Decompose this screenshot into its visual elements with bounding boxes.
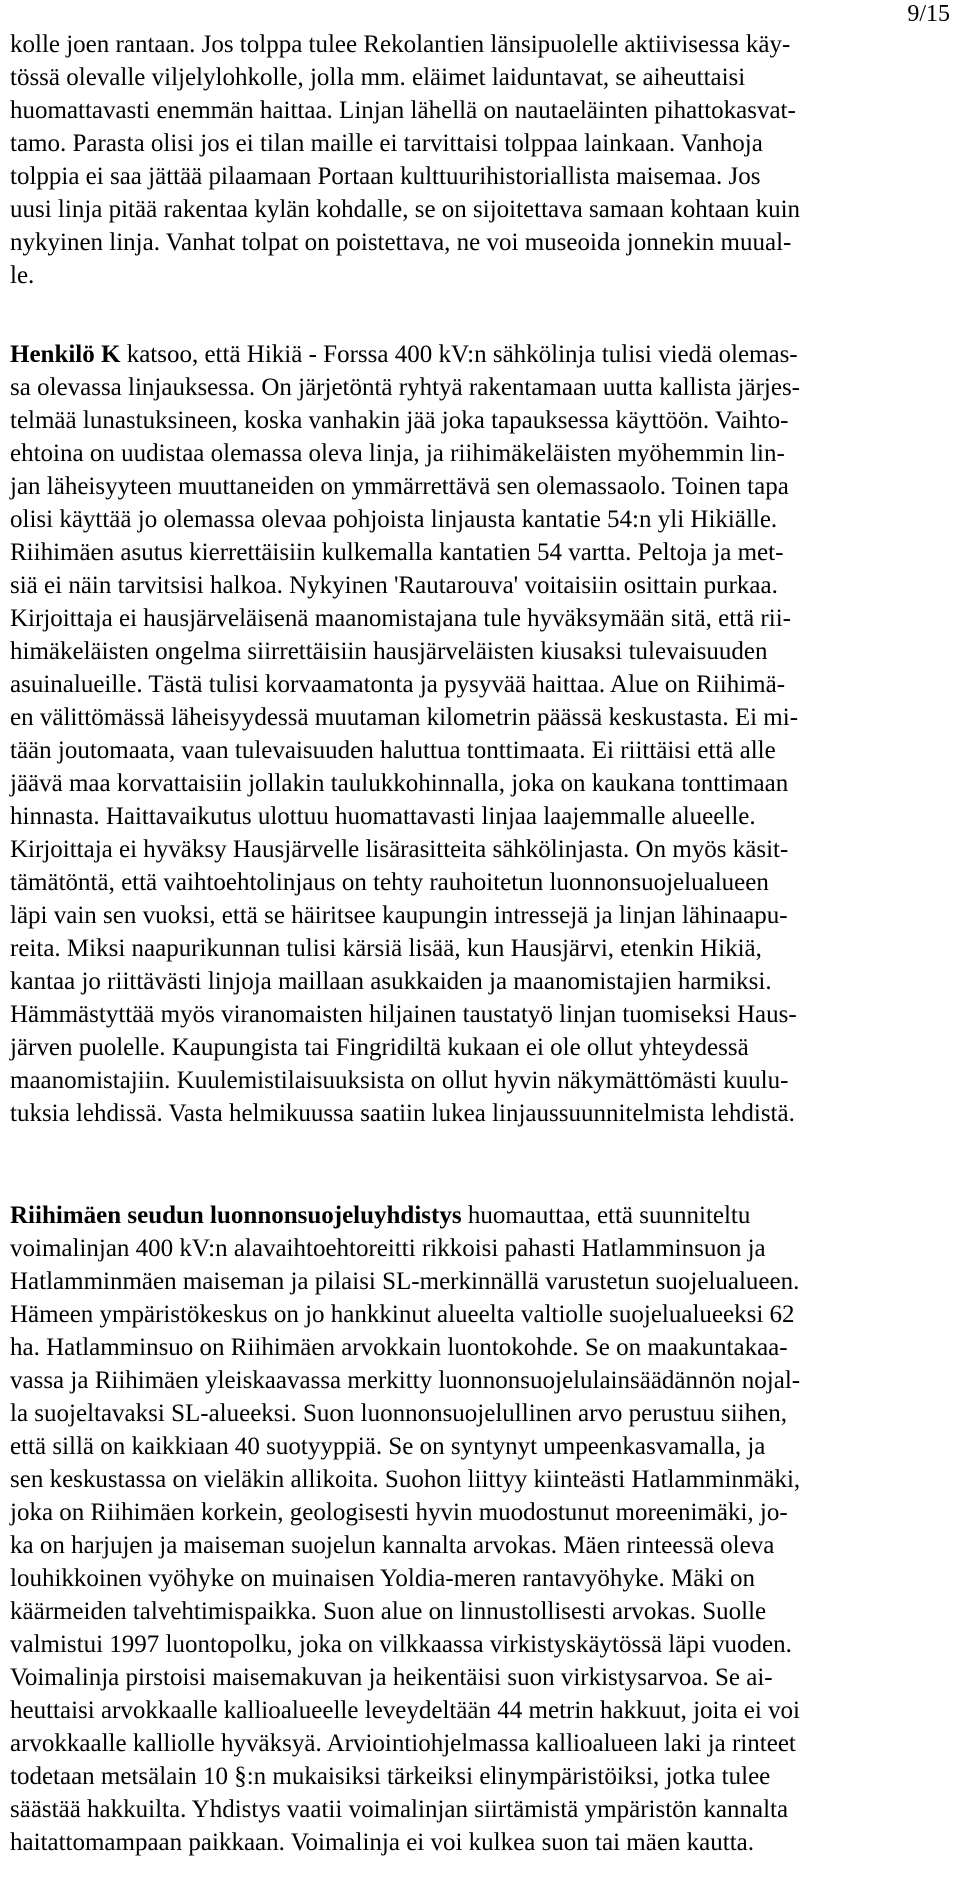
text-line: järven puolelle. Kaupungista tai Fingridiltä kukaan ei ole ollut yhteydessä (10, 1034, 749, 1061)
text-line: jan läheisyyteen muuttaneiden on ymmärrettävä sen olemassaolo. Toinen tapa (10, 473, 789, 500)
text-line: huomattavasti enemmän haittaa. Linjan lähellä on nautaeläinten pihattokasvat- (10, 97, 796, 124)
text-line: vassa ja Riihimäen yleiskaavassa merkitty luonnonsuojelulainsäädännön nojal- (10, 1367, 801, 1394)
text-line: tään joutomaata, vaan tulevaisuuden haluttua tonttimaata. Ei riittäisi että alle (10, 737, 776, 764)
text-line: valmistui 1997 luontopolku, joka on vilkkaassa virkistyskäytössä läpi vuoden. (10, 1631, 792, 1658)
text-line: läpi vain sen vuoksi, että se häiritsee kaupungin intressejä ja linjan lähinaapu- (10, 902, 788, 929)
text-line: joka on Riihimäen korkein, geologisesti hyvin muodostunut moreenimäki, jo- (10, 1499, 788, 1526)
text-line: himäkeläisten ongelma siirrettäisiin hausjärveläisten kiusaksi tulevaisuuden (10, 638, 768, 665)
text-line: louhikkoinen vyöhyke on muinaisen Yoldia-meren rantavyöhyke. Mäki on (10, 1565, 756, 1592)
text-line: tamo. Parasta olisi jos ei tilan maille ei tarvittaisi tolppaa lainkaan. Vanhoja (10, 130, 763, 157)
text-line: Hämeen ympäristökeskus on jo hankkinut alueelta valtiolle suojelualueeksi 62 (10, 1301, 795, 1328)
text-line: telmää lunastuksineen, koska vanhakin jää joka tapauksessa käyttöön. Vaihto- (10, 407, 789, 434)
first-line-rest: huomauttaa, että suunniteltu (461, 1202, 751, 1229)
text-line: kantaa jo riittävästi linjoja maillaan asukkaiden ja maanomistajien harmiksi. (10, 968, 772, 995)
text-line: sa olevassa linjauksessa. On järjetöntä ryhtyä rakentamaan uutta kallista järjes- (10, 374, 801, 401)
text-line: ehtoina on uudistaa olemassa oleva linja, ja riihimäkeläisten myöhemmin lin- (10, 440, 785, 467)
text-line: haitattomampaan paikkaan. Voimalinja ei voi kulkea suon tai mäen kautta. (10, 1829, 755, 1856)
text-line: jäävä maa korvattaisiin jollakin taulukkohinnalla, joka on kaukana tonttimaan (10, 770, 789, 797)
first-line-rest: katsoo, että Hikiä - Forssa 400 kV:n sähkölinja tulisi viedä olemas- (120, 341, 798, 368)
text-line: Kirjoittaja ei hausjärveläisenä maanomistajana tule hyväksymään sitä, että rii- (10, 605, 791, 632)
page-number: 9/15 (907, 1, 950, 27)
text-line: Riihimäen asutus kierrettäisiin kulkemalla kantatien 54 vartta. Peltoja ja met- (10, 539, 784, 566)
text-line: että sillä on kaikkiaan 40 suotyyppiä. Se on syntynyt umpeenkasvamalla, ja (10, 1433, 766, 1460)
text-line: ka on harjujen ja maiseman suojelun kannalta arvokas. Mäen rinteessä oleva (10, 1532, 775, 1559)
text-line: Voimalinja pirstoisi maisemakuvan ja heikentäisi suon virkistysarvoa. Se ai- (10, 1664, 773, 1691)
paragraph-2 (10, 338, 952, 1130)
bold-lead: Henkilö K (10, 341, 121, 368)
text-line: Hämmästyttää myös viranomaisten hiljainen taustatyö linjan tuomiseksi Haus- (10, 1001, 797, 1028)
text-line: tolppia ei saa jättää pilaamaan Portaan kulttuurihistoriallista maisemaa. Jos (10, 163, 761, 190)
text-line: käärmeiden talvehtimispaikka. Suon alue on linnustollisesti arvokas. Suolle (10, 1598, 767, 1625)
text-line: heuttaisi arvokkaalle kallioalueelle leveydeltään 44 metrin hakkuut, joita ei voi (10, 1697, 801, 1724)
text-line: voimalinjan 400 kV:n alavaihtoehtoreitti rikkoisi pahasti Hatlamminsuon ja (10, 1235, 766, 1262)
text-line: säästää hakkuilta. Yhdistys vaatii voimalinjan siirtämistä ympäristön kannalta (10, 1796, 789, 1823)
text-line: en välittömässä läheisyydessä muutaman kilometrin päässä keskustasta. Ei mi- (10, 704, 799, 731)
text-line: kolle joen rantaan. Jos tolppa tulee Rekolantien länsipuolelle aktiivisessa käy- (10, 31, 791, 58)
text-line: arvokkaalle kalliolle hyväksyä. Arviointiohjelmassa kallioalueen laki ja rinteet (10, 1730, 796, 1757)
text-line: olisi käyttää jo olemassa olevaa pohjoista linjausta kantatie 54:n yli Hikiälle. (10, 506, 778, 533)
paragraph-3 (10, 1199, 952, 1859)
text-line: hinnasta. Haittavaikutus ulottuu huomattavasti linjaa laajemmalle alueelle. (10, 803, 756, 830)
bold-lead: Riihimäen seudun luonnonsuojeluyhdistys (10, 1202, 462, 1229)
text-line (10, 338, 952, 371)
text-line: ha. Hatlamminsuo on Riihimäen arvokkain luontokohde. Se on maakuntakaa- (10, 1334, 788, 1361)
text-line: siä ei näin tarvitsisi halkoa. Nykyinen 'Rautarouva' voitaisiin osittain purkaa. (10, 572, 778, 599)
text-line: reita. Miksi naapurikunnan tulisi kärsiä lisää, kun Hausjärvi, etenkin Hikiä, (10, 935, 762, 962)
paragraph-1 (10, 28, 952, 292)
text-line: nykyinen linja. Vanhat tolpat on poistettava, ne voi museoida jonnekin muual- (10, 229, 792, 256)
text-line: asuinalueille. Tästä tulisi korvaamatonta ja pysyvää haittaa. Alue on Riihimä- (10, 671, 786, 698)
text-line: tuksia lehdissä. Vasta helmikuussa saatiin lukea linjaussuunnitelmista lehdistä. (10, 1100, 795, 1127)
text-line: uusi linja pitää rakentaa kylän kohdalle, se on sijoitettava samaan kohtaan kuin (10, 196, 801, 223)
text-line: sen keskustassa on vieläkin allikoita. Suohon liittyy kiinteästi Hatlamminmäki, (10, 1466, 801, 1493)
text-line: maanomistajiin. Kuulemistilaisuuksista on ollut hyvin näkymättömästi kuulu- (10, 1067, 789, 1094)
text-line: la suojeltavaksi SL-alueeksi. Suon luonnonsuojelullinen arvo perustuu siihen, (10, 1400, 787, 1427)
text-line: Kirjoittaja ei hyväksy Hausjärvelle lisärasitteita sähkölinjasta. On myös käsit- (10, 836, 789, 863)
text-line: todetaan metsälain 10 §:n mukaisiksi tärkeiksi elinympäristöiksi, jotka tulee (10, 1763, 771, 1790)
text-line: tämätöntä, että vaihtoehtolinjaus on tehty rauhoitetun luonnonsuojelualueen (10, 869, 769, 896)
text-line: tössä olevalle viljelylohkolle, jolla mm. eläimet laiduntavat, se aiheuttaisi (10, 64, 746, 91)
text-line: le. (10, 262, 35, 289)
text-line: Hatlamminmäen maiseman ja pilaisi SL-merkinnällä varustetun suojelualueen. (10, 1268, 800, 1295)
text-line (10, 1199, 952, 1232)
